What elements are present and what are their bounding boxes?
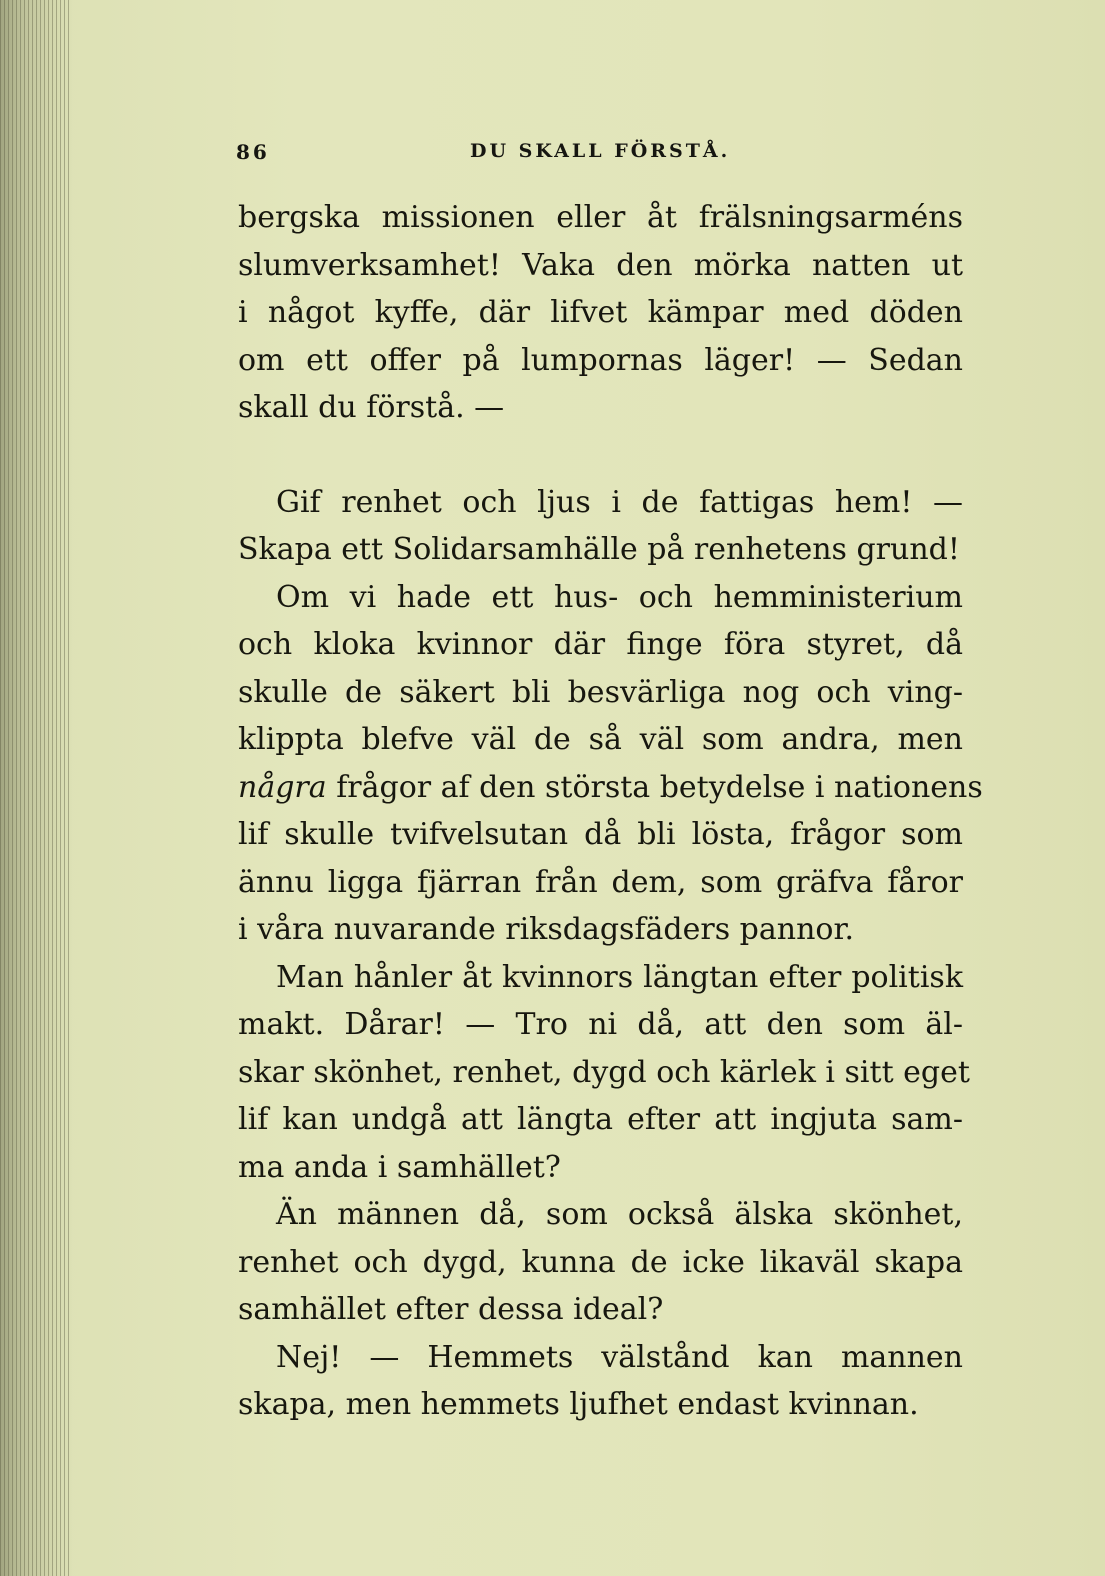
text-line: ma anda i samhället? <box>238 1149 561 1185</box>
text-line-rest: frågor af den största betydelse i nationens <box>336 769 983 805</box>
italic-word: några <box>238 769 327 805</box>
text-line: slumverksamhet! Vaka den mörka natten ut <box>238 247 963 283</box>
text-line: Man hånler åt kvinnors längtan efter politisk <box>276 959 963 995</box>
text-line: makt. Dårar! — Tro ni då, att den som äl- <box>238 1007 963 1042</box>
page-number: 86 <box>236 140 270 164</box>
paragraph-gap <box>238 432 963 479</box>
running-header <box>236 140 956 180</box>
text-line-with-italic <box>238 764 983 812</box>
body-text <box>238 194 983 1429</box>
text-line: Skapa ett Solidarsamhälle på renhetens grund! <box>238 532 960 567</box>
text-line: skulle de säkert bli besvärliga nog och ving- <box>238 674 963 710</box>
text-line: skar skönhet, renhet, dygd och kärlek i sitt eget <box>238 1054 970 1090</box>
text-line: ännu ligga fjärran från dem, som gräfva fåror <box>238 864 963 900</box>
page-edges-decoration <box>0 0 72 1576</box>
text-line: skapa, men hemmets ljufhet endast kvinnan. <box>238 1387 919 1422</box>
text-line: i något kyffe, där lifvet kämpar med döden <box>238 295 963 330</box>
text-line: Om vi hade ett hus- och hemministerium <box>276 579 963 615</box>
text-line: bergska missionen eller åt frälsningsarméns <box>238 200 963 235</box>
text-line: Än männen då, som också älska skönhet, <box>276 1197 963 1232</box>
running-title: DU SKALL FÖRSTÅ. <box>470 140 731 162</box>
text-line: lif kan undgå att längta efter att ingjuta sam- <box>238 1102 963 1137</box>
text-line: Nej! — Hemmets välstånd kan mannen <box>276 1339 963 1375</box>
text-line: och kloka kvinnor där finge föra styret, då <box>238 627 963 662</box>
text-line: samhället efter dessa ideal? <box>238 1292 664 1327</box>
text-line: lif skulle tvifvelsutan då bli lösta, frågor som <box>238 817 963 852</box>
text-line: i våra nuvarande riksdagsfäders pannor. <box>238 912 855 947</box>
text-line: om ett offer på lumpornas läger! — Sedan <box>238 342 963 378</box>
text-line: skall du förstå. — <box>238 390 505 425</box>
text-line: Gif renhet och ljus i de fattigas hem! — <box>276 484 963 520</box>
text-line: klippta blefve väl de så väl som andra, men <box>238 722 963 757</box>
text-line: renhet och dygd, kunna de icke likaväl skapa <box>238 1244 963 1280</box>
